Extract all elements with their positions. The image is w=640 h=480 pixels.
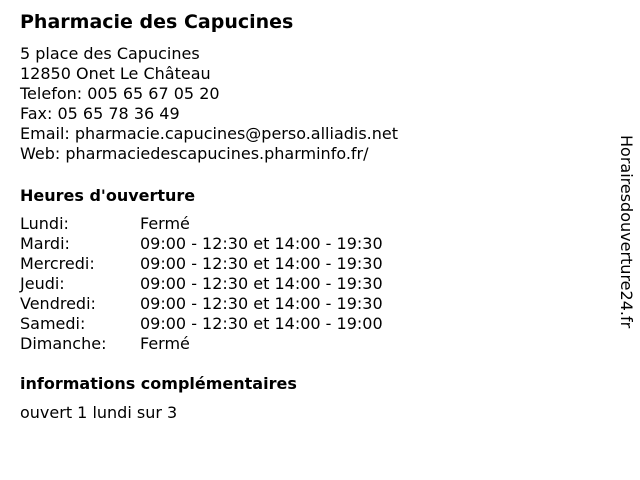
day-hours: 09:00 - 12:30 et 14:00 - 19:00 bbox=[140, 314, 383, 333]
hours-row-mardi bbox=[20, 234, 383, 254]
address-line-1: 5 place des Capucines bbox=[20, 44, 200, 63]
day-label: Mardi: bbox=[20, 234, 70, 253]
fax-line: Fax: 05 65 78 36 49 bbox=[20, 104, 180, 123]
web-line: Web: pharmaciedescapucines.pharminfo.fr/ bbox=[20, 144, 369, 163]
day-hours: 09:00 - 12:30 et 14:00 - 19:30 bbox=[140, 234, 383, 253]
day-label: Vendredi: bbox=[20, 294, 96, 313]
day-hours: 09:00 - 12:30 et 14:00 - 19:30 bbox=[140, 274, 383, 293]
hours-row-samedi bbox=[20, 314, 383, 334]
contact-block bbox=[20, 44, 600, 164]
day-hours: 09:00 - 12:30 et 14:00 - 19:30 bbox=[140, 294, 383, 313]
day-label: Mercredi: bbox=[20, 254, 95, 273]
opening-hours-heading: Heures d'ouverture bbox=[20, 186, 196, 205]
day-label: Dimanche: bbox=[20, 334, 107, 353]
site-watermark: Horairesdouverture24.fr bbox=[617, 135, 636, 329]
additional-info-heading: informations complémentaires bbox=[20, 374, 297, 393]
day-label: Lundi: bbox=[20, 214, 69, 233]
hours-row-lundi bbox=[20, 214, 383, 234]
hours-row-dimanche bbox=[20, 334, 383, 354]
hours-row-vendredi bbox=[20, 294, 383, 314]
day-label: Samedi: bbox=[20, 314, 86, 333]
opening-hours-table bbox=[20, 214, 383, 354]
day-hours: Fermé bbox=[140, 214, 190, 233]
day-label: Jeudi: bbox=[20, 274, 65, 293]
address-line-2: 12850 Onet Le Château bbox=[20, 64, 211, 83]
hours-row-jeudi bbox=[20, 274, 383, 294]
hours-row-mercredi bbox=[20, 254, 383, 274]
phone-line: Telefon: 005 65 67 05 20 bbox=[20, 84, 220, 103]
day-hours: Fermé bbox=[140, 334, 190, 353]
additional-info-text: ouvert 1 lundi sur 3 bbox=[20, 403, 178, 422]
day-hours: 09:00 - 12:30 et 14:00 - 19:30 bbox=[140, 254, 383, 273]
email-line: Email: pharmacie.capucines@perso.alliadis.net bbox=[20, 124, 399, 143]
pharmacy-name: Pharmacie des Capucines bbox=[20, 11, 294, 33]
pharmacy-card bbox=[20, 10, 600, 423]
